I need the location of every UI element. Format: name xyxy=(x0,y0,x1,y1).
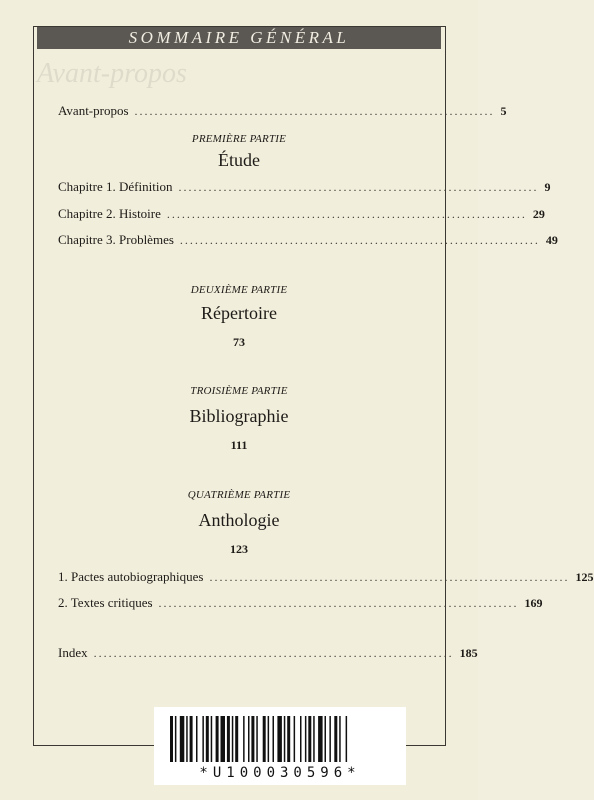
barcode-bar xyxy=(329,716,331,762)
barcode-bar xyxy=(227,716,230,762)
toc-entry-page: 29 xyxy=(532,207,545,221)
barcode-bar xyxy=(268,716,270,762)
part-label-4: QUATRIÈME PARTIE xyxy=(187,489,291,501)
toc-entry-label: Chapitre 1. Définition xyxy=(58,179,173,194)
barcode-bar xyxy=(196,716,198,762)
barcode-bar xyxy=(232,716,234,762)
barcode-bar xyxy=(202,716,204,762)
barcode-bar xyxy=(300,716,302,762)
part-title-3[interactable]: Bibliographie xyxy=(189,406,289,426)
toc-entry-chapitre-1[interactable] xyxy=(58,179,551,197)
toc-entry-pactes[interactable] xyxy=(58,569,594,587)
toc-entry-label: Avant-propos xyxy=(58,103,129,118)
dot-leader: ........................................................................ xyxy=(178,180,539,194)
barcode-bar xyxy=(248,716,250,762)
dot-leader: ........................................................................ xyxy=(179,233,540,247)
barcode-sticker xyxy=(154,707,406,785)
dot-leader: ........................................................................ xyxy=(134,104,495,118)
part-title-4[interactable]: Anthologie xyxy=(198,510,280,530)
barcode-bar xyxy=(216,716,219,762)
toc-entry-chapitre-2[interactable] xyxy=(58,206,545,224)
barcode-bar xyxy=(305,716,307,762)
part-title-2[interactable]: Répertoire xyxy=(201,303,277,323)
barcode-bar xyxy=(318,716,323,762)
toc-entry-page: 185 xyxy=(459,646,478,660)
part-page-2: 73 xyxy=(233,335,245,349)
toc-entry-label: Index xyxy=(58,645,88,660)
barcode-bar xyxy=(180,716,185,762)
barcode-bar xyxy=(308,716,311,762)
barcode-bar xyxy=(186,716,188,762)
part-title-1[interactable]: Étude xyxy=(218,150,260,170)
toc-entry-page: 125 xyxy=(575,570,594,584)
dot-leader: ........................................................................ xyxy=(158,596,519,610)
barcode-bar xyxy=(339,716,341,762)
barcode-text: *U100030596* xyxy=(199,765,361,781)
barcode-bar xyxy=(251,716,254,762)
barcode-bar xyxy=(334,716,337,762)
toc-entry-label: 1. Pactes autobiographiques xyxy=(58,569,204,584)
dot-leader: ........................................................................ xyxy=(209,570,570,584)
barcode-bar xyxy=(235,716,238,762)
barcode-icon xyxy=(170,716,390,762)
barcode-bar xyxy=(346,716,348,762)
barcode-bar xyxy=(313,716,315,762)
toc-entry-page: 5 xyxy=(500,104,507,118)
toc-entry-label: 2. Textes critiques xyxy=(58,595,153,610)
toc-entry-textes-critiques[interactable] xyxy=(58,595,543,613)
show-through-text: Avant-propos xyxy=(37,58,187,89)
barcode-bar xyxy=(221,716,226,762)
barcode-bar xyxy=(277,716,282,762)
toc-entry-label: Chapitre 3. Problèmes xyxy=(58,232,174,247)
barcode-bar xyxy=(284,716,286,762)
dot-leader: ........................................................................ xyxy=(93,646,454,660)
barcode-bar xyxy=(273,716,275,762)
toc-entry-label: Chapitre 2. Histoire xyxy=(58,206,161,221)
toc-entry-page: 169 xyxy=(524,596,543,610)
barcode-bar xyxy=(294,716,296,762)
barcode-bar xyxy=(256,716,258,762)
part-label-1: PREMIÈRE PARTIE xyxy=(191,133,287,145)
barcode-bar xyxy=(211,716,213,762)
toc-entry-chapitre-3[interactable] xyxy=(58,232,558,250)
page-title: SOMMAIRE GÉNÉRAL xyxy=(128,28,350,47)
barcode-bar xyxy=(175,716,177,762)
toc-entry-index[interactable] xyxy=(58,645,478,663)
toc-entry-avant-propos[interactable] xyxy=(58,103,507,121)
part-label-3: TROISIÈME PARTIE xyxy=(190,385,288,397)
part-page-4: 123 xyxy=(230,542,248,556)
part-page-3: 111 xyxy=(230,438,248,452)
barcode-bar xyxy=(170,716,173,762)
part-label-2: DEUXIÈME PARTIE xyxy=(190,284,288,296)
toc-entry-page: 49 xyxy=(545,233,558,247)
barcode-bar xyxy=(243,716,245,762)
barcode-bar xyxy=(206,716,209,762)
dot-leader: ........................................................................ xyxy=(166,207,527,221)
barcode-bar xyxy=(190,716,193,762)
barcode-bar xyxy=(287,716,290,762)
barcode-bar xyxy=(263,716,266,762)
barcode-bar xyxy=(325,716,327,762)
toc-entry-page: 9 xyxy=(544,180,551,194)
